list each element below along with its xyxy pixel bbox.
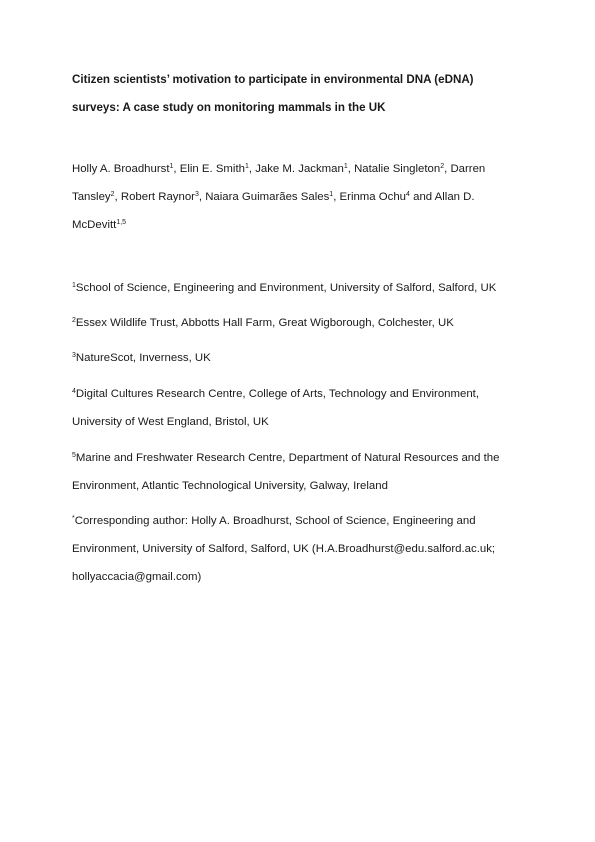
author-name-part: Allan D. [434, 191, 475, 203]
affiliation-4-line-1 [72, 388, 479, 400]
author-affiliation-sup: 3 [194, 191, 199, 198]
author-name: Holly A. Broadhurst [72, 163, 170, 175]
affiliation-text: Marine and Freshwater Research Centre, Department of Natural Resources and the [75, 452, 500, 464]
authors-line-1: Holly A. Broadhurst$^1$, Elin E. Smith$^1$, Jake M. Jackman$^1$, Natalie Singleton$^2$, Darren [72, 163, 486, 175]
author-affiliation-sup: 4 [406, 191, 410, 198]
affiliation-2 [72, 317, 454, 329]
affiliation-sup: 3 [72, 352, 76, 359]
affiliation-sup: 2 [72, 317, 76, 324]
author-name-part: McDevitt [72, 219, 117, 231]
affiliation-5-line-2: Environment, Atlantic Technological University, Galway, Ireland [72, 480, 388, 492]
author-connector: and [413, 191, 433, 203]
corresponding-line-2: Environment, University of Salford, Salford, UK (H.A.Broadhurst@edu.salford.ac.uk; [72, 543, 496, 555]
corresponding-text: Corresponding author: Holly A. Broadhurst, School of Science, Engineering and [74, 515, 476, 527]
affiliation-text: School of Science, Engineering and Environment, University of Salford, Salford, UK [75, 282, 497, 294]
affiliation-text: Digital Cultures Research Centre, College of Arts, Technology and Environment, [75, 388, 480, 400]
author-name: Erinma Ochu [339, 191, 407, 203]
affiliation-text: Essex Wildlife Trust, Abbotts Hall Farm, Great Wigborough, Colchester, UK [75, 317, 454, 329]
affiliation-3 [72, 352, 211, 364]
author-name-part: Darren [450, 163, 486, 175]
author-affiliation-sup: 1,5 [116, 219, 127, 226]
author-name: Robert Raynor [120, 191, 195, 203]
affiliation-5-line-1 [72, 452, 499, 464]
author-name-part: Tansley [72, 191, 111, 203]
author-affiliation-sup: 1 [244, 163, 249, 170]
author-affiliation-sup: 2 [440, 163, 445, 170]
author-affiliation-sup: 1 [169, 163, 174, 170]
author-name: Natalie Singleton [354, 163, 441, 175]
affiliation-sup: 1 [72, 282, 76, 289]
title-line-2: surveys: A case study on monitoring mammals in the UK [72, 101, 386, 114]
author-name: Jake M. Jackman [255, 163, 344, 175]
corresponding-sup: * [72, 515, 75, 522]
affiliation-1 [72, 282, 496, 294]
author-affiliation-sup: 1 [343, 163, 348, 170]
author-affiliation-sup: 1 [329, 191, 334, 198]
author-name: Naiara Guimarães Sales [205, 191, 330, 203]
authors-line-3 [72, 219, 126, 231]
author-affiliation-sup: 2 [110, 191, 115, 198]
author-name: Elin E. Smith [179, 163, 245, 175]
affiliation-sup: 4 [72, 388, 76, 395]
affiliation-text: NatureScot, Inverness, UK [75, 352, 211, 364]
corresponding-line-3: hollyaccacia@gmail.com) [72, 571, 202, 583]
title-line-1: Citizen scientists’ motivation to participate in environmental DNA (eDNA) [72, 73, 474, 86]
affiliation-sup: 5 [72, 452, 76, 459]
authors-line-2: Tansley$^2$, Robert Raynor$^3$, Naiara Guimarães Sales$^1$, Erinma Ochu$^4$ and Allan D. [72, 191, 475, 203]
affiliation-4-line-2: University of West England, Bristol, UK [72, 416, 269, 428]
corresponding-line-1 [72, 515, 476, 527]
